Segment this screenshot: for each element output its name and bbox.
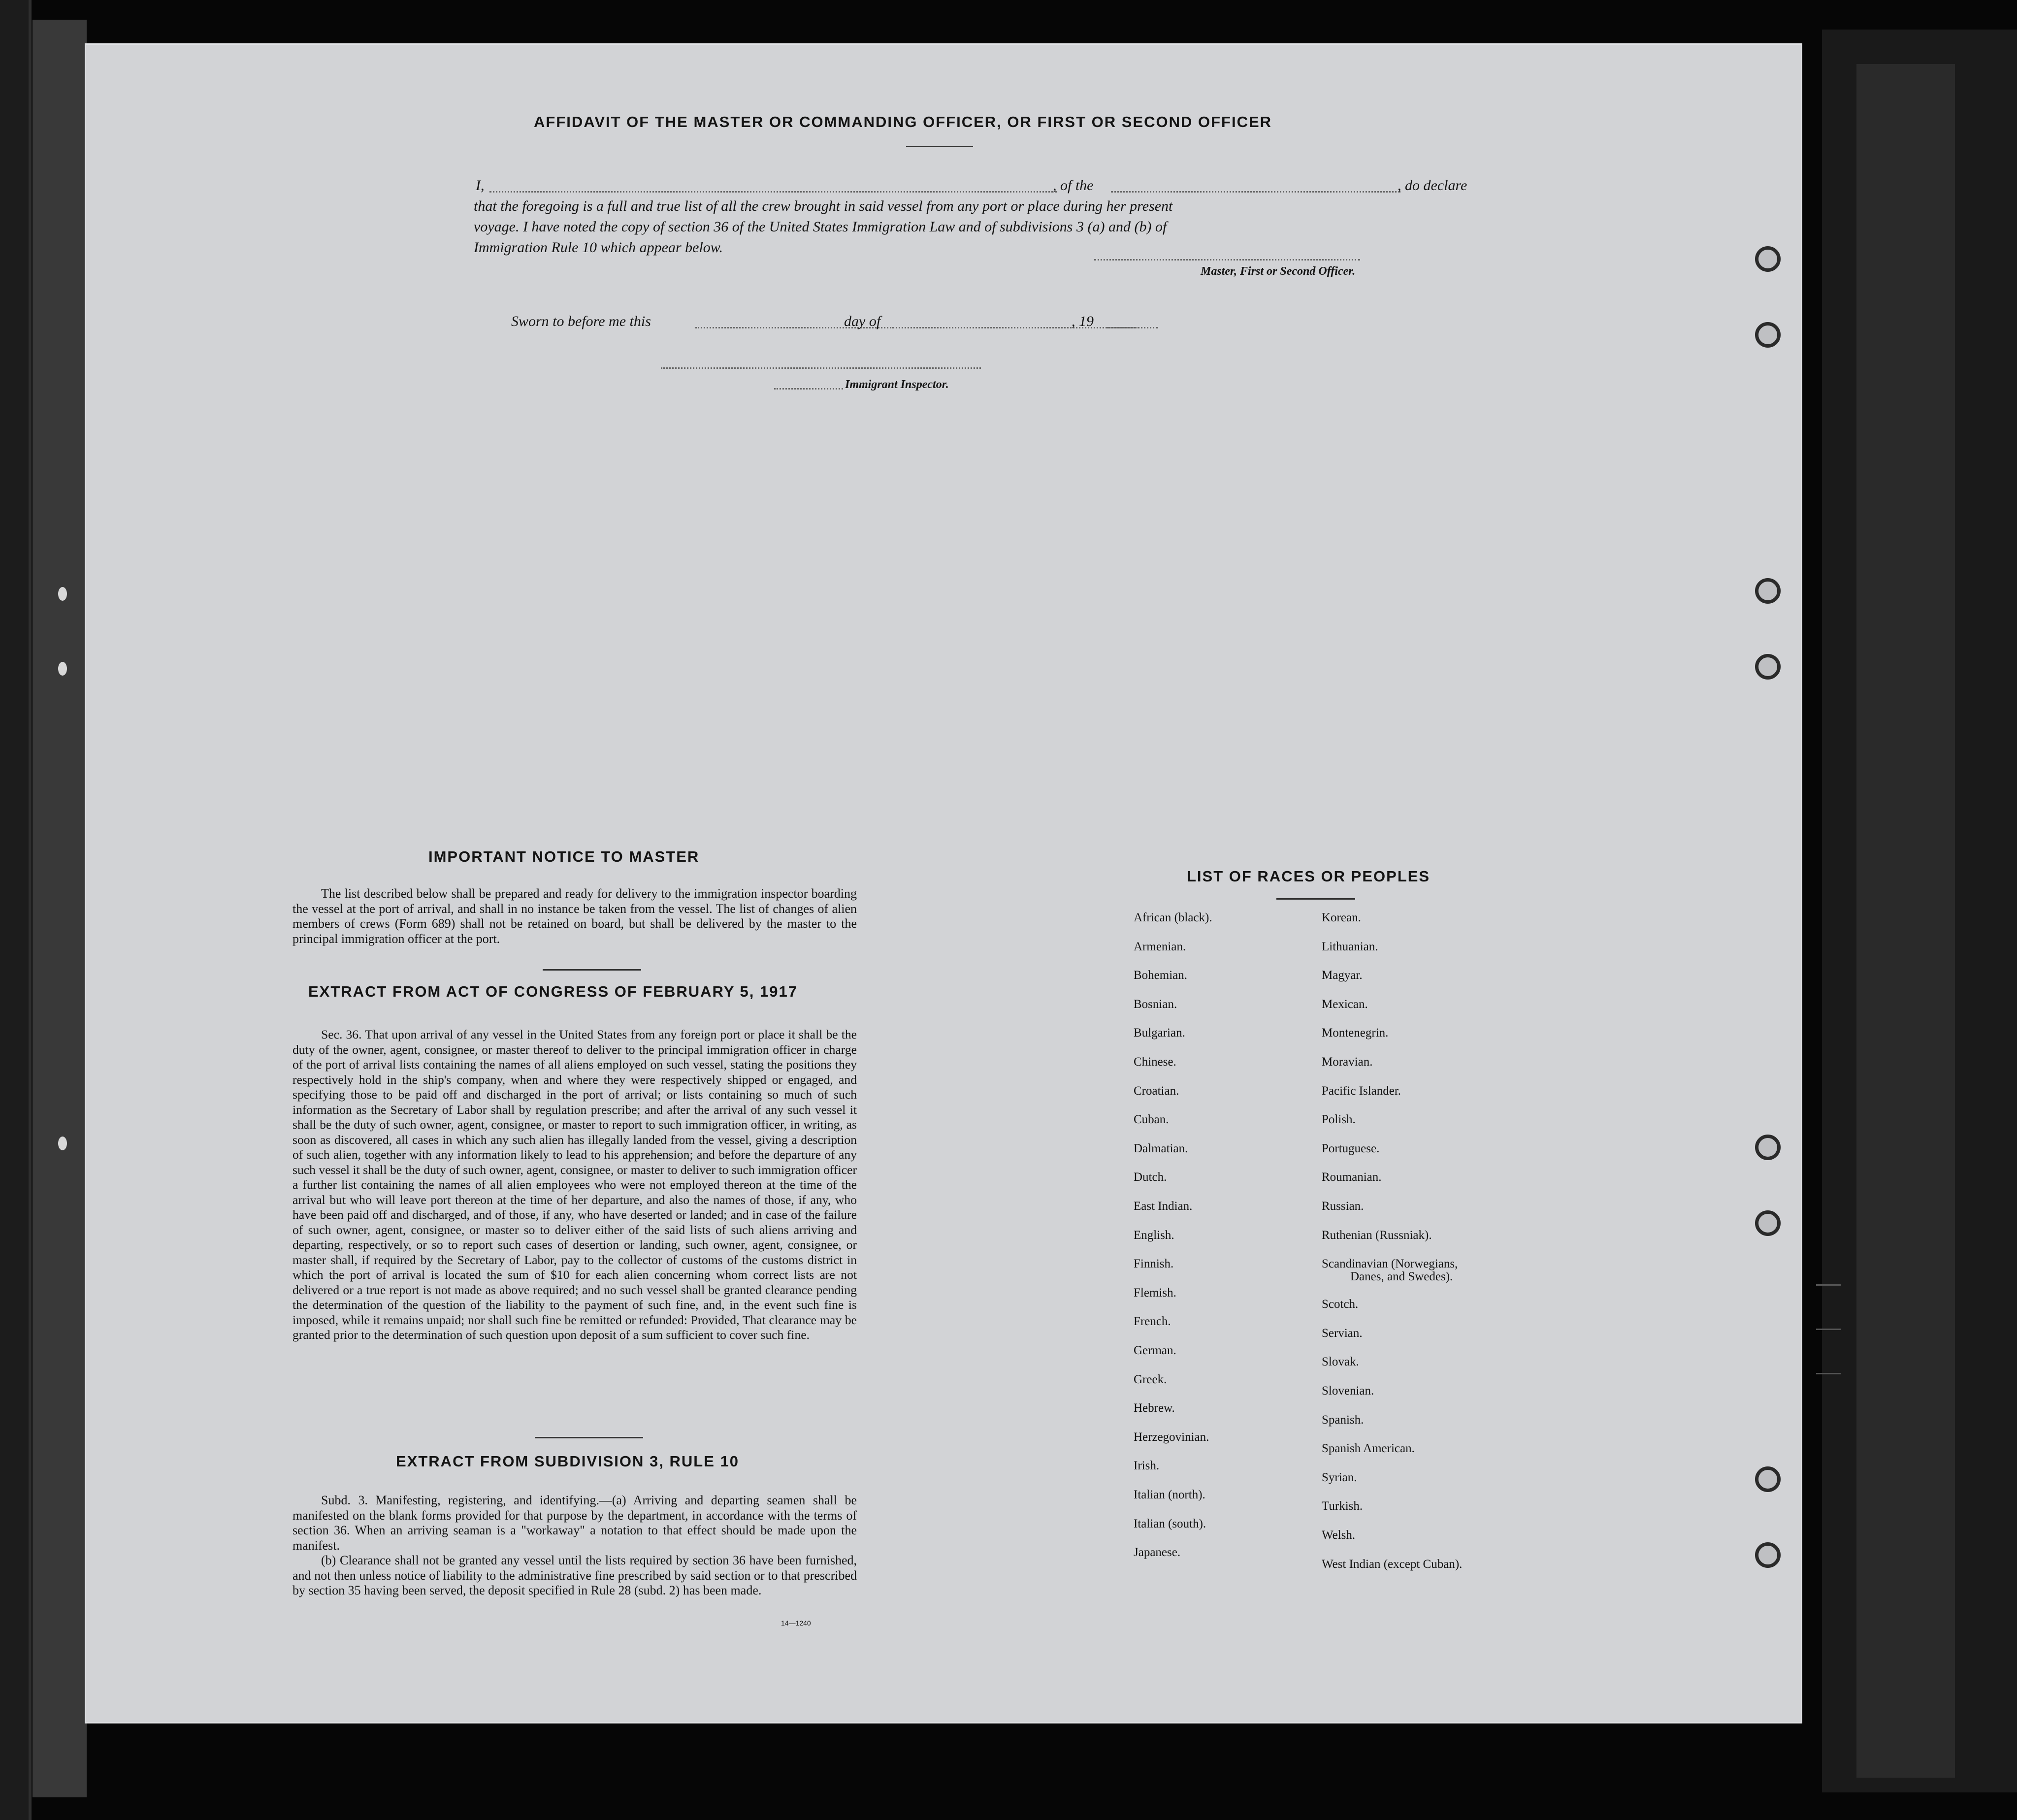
of-the-label: , of the (1053, 177, 1094, 194)
rule-subdivision-a: Subd. 3. Manifesting, registering, and identifying.—(a) Arriving and departing seamen shall be manifested on the blank forms provided for that purpose by the department, in accordance with the terms of section 36. When an arriving seaman is a "workaway" a notation to that effect should be made upon the manifest. (293, 1493, 857, 1553)
inspector-signature-blank (661, 367, 981, 369)
affidavit-line-2: voyage. I have noted the copy of section 36 of the United States Immigration Law and of subdivisions 3 (a) and (b) of (474, 219, 1167, 235)
race-item: Mexican. (1322, 997, 1368, 1011)
race-item: Portuguese. (1322, 1141, 1380, 1155)
race-item: Ruthenian (Russniak). (1322, 1228, 1432, 1242)
race-item: Syrian. (1322, 1470, 1357, 1484)
race-item: Croatian. (1134, 1084, 1179, 1098)
race-item: Polish. (1322, 1113, 1356, 1127)
race-item: Montenegrin. (1322, 1026, 1389, 1040)
race-item: Slovenian. (1322, 1384, 1374, 1398)
race-item: Danes, and Swedes). (1350, 1270, 1453, 1284)
race-item: Herzegovinian. (1134, 1430, 1209, 1444)
margin-mark (1816, 1373, 1841, 1374)
race-item: Greek. (1134, 1372, 1167, 1386)
race-item: Roumanian. (1322, 1170, 1382, 1184)
race-item: Servian. (1322, 1326, 1363, 1340)
declare-label: , do declare (1398, 177, 1467, 194)
affidavit-line-3: Immigration Rule 10 which appear below. (474, 239, 723, 256)
race-item: Scotch. (1322, 1298, 1359, 1311)
race-item: East Indian. (1134, 1200, 1193, 1213)
race-item: Italian (north). (1134, 1488, 1205, 1501)
race-item: German. (1134, 1344, 1176, 1357)
race-item: Moravian. (1322, 1055, 1373, 1069)
race-item: Bulgarian. (1134, 1026, 1185, 1040)
race-item: Italian (south). (1134, 1517, 1206, 1530)
right-punch-hole (1755, 246, 1781, 272)
right-punch-hole (1755, 1210, 1781, 1236)
form-number: 14—1240 (781, 1619, 811, 1627)
left-punch-hole (58, 587, 67, 601)
race-item: Japanese. (1134, 1546, 1181, 1560)
race-item: Scandinavian (Norwegians, (1322, 1257, 1458, 1271)
race-item: Turkish. (1322, 1499, 1363, 1513)
year-blank (1107, 327, 1139, 328)
right-punch-hole (1755, 1466, 1781, 1492)
inspector-short-blank (774, 388, 843, 390)
race-item: French. (1134, 1315, 1171, 1329)
left-punch-hole (58, 662, 67, 676)
race-item: Korean. (1322, 911, 1361, 924)
race-item: West Indian (except Cuban). (1322, 1557, 1463, 1571)
race-item: Finnish. (1134, 1257, 1174, 1271)
film-strip-left (33, 20, 87, 1797)
rule-subdivision-b: (b) Clearance shall not be granted any vessel until the lists required by section 36 have been furnished, and not then unless notice of liability to the administrative fine prescribed by said section or to that prescribed by section 35 having been served, the deposit specified in Rule 28 (subd. 2) has been made. (293, 1553, 857, 1597)
race-item: Dalmatian. (1134, 1141, 1188, 1155)
race-item: Spanish. (1322, 1413, 1364, 1427)
race-item: Irish. (1134, 1459, 1160, 1473)
races-rule (1276, 898, 1355, 900)
signature-blank (1094, 259, 1360, 260)
film-edge-left (0, 0, 32, 1820)
affidavit-i-label: I, (476, 177, 485, 194)
right-punch-hole (1755, 322, 1781, 348)
race-item: Armenian. (1134, 940, 1186, 953)
race-item: English. (1134, 1228, 1174, 1242)
race-item: Bohemian. (1134, 969, 1188, 982)
race-item: Lithuanian. (1322, 940, 1378, 953)
act-title: EXTRACT FROM ACT OF CONGRESS OF FEBRUARY 5, 1917 (308, 983, 798, 1000)
year-label: , 19 (1072, 313, 1094, 329)
right-punch-hole (1755, 578, 1781, 604)
race-item: Magyar. (1322, 969, 1363, 982)
race-item: Hebrew. (1134, 1401, 1175, 1415)
underlying-page-edge (1856, 64, 1955, 1778)
act-section-36-text: Sec. 36. That upon arrival of any vessel in the United States from any foreign port or place it shall be the duty of the owner, agent, consignee, or master thereof to deliver to the principal immigration officer in charge of the port of arrival lists containing the names of all aliens employed on such vessel, stating the positions they respectively hold in the ship's company, when and where they were respectively shipped or engaged, and specifying those to be paid off and discharged in the port of arrival; or lists containing so much of such information as the Secretary of Labor shall by regulation prescribe; and after the arrival of any such vessel it shall be the duty of such owner, agent, consignee, or master to report to such immigration officer, in writing, as soon as discovered, all cases in which any such alien has illegally landed from the vessel, giving a description of such alien, together with any information likely to lead to his apprehension; and before the departure of any such vessel it shall be the duty of such owner, agent, consignee, or master to deliver to such immigration officer a further list containing the names of all alien employees who were not employed thereon at the time of the arrival but who will leave port thereon at the time of her departure, and also the names of those, if any, who have been paid off and discharged, and of those, if any, who have deserted or landed; and in case of the failure of such owner, agent, consignee, or master so to deliver either of the said lists of such aliens arriving and departing, respectively, or so to report such cases of desertion or landing, such owner, agent, consignee, or master shall, if required by the Secretary of Labor, pay to the collector of customs of the customs district in which the port of arrival is located the sum of $10 for each alien concerning whom correct lists are not delivered or a true report is not made as above required; and no such vessel shall be granted clearance pending the determination of the question of the liability to the payment of such fine, and, in the event such fine is imposed, while it remains unpaid; nor shall such fine be remitted or refunded: Provided, That clearance may be granted prior to the determination of such question upon deposit of a sum sufficient to cover such fine. (293, 1027, 857, 1342)
notice-rule (543, 969, 641, 971)
left-punch-hole (58, 1137, 67, 1150)
race-item: Spanish American. (1322, 1442, 1415, 1456)
race-item: Flemish. (1134, 1286, 1176, 1300)
race-item: Russian. (1322, 1200, 1364, 1213)
vessel-blank (1111, 191, 1400, 193)
rule-title: EXTRACT FROM SUBDIVISION 3, RULE 10 (396, 1453, 739, 1470)
margin-mark (1816, 1284, 1841, 1286)
day-of-label: day of (844, 313, 881, 329)
right-punch-hole (1755, 654, 1781, 680)
margin-mark (1816, 1329, 1841, 1330)
affidavit-title: AFFIDAVIT OF THE MASTER OR COMMANDING OFFICER, OR FIRST OR SECOND OFFICER (534, 113, 1272, 130)
race-item: Pacific Islander. (1322, 1084, 1401, 1098)
document-page (85, 43, 1802, 1723)
race-item: Slovak. (1322, 1355, 1359, 1369)
races-title: LIST OF RACES OR PEOPLES (1187, 868, 1431, 885)
notice-text: The list described below shall be prepared and ready for delivery to the immigration inspector boarding the vessel at the port of arrival, and shall in no instance be taken from the vessel. The list of changes of alien members of crews (Form 689) shall not be retained on board, but shall be delivered by the master to the principal immigration officer at the port. (293, 886, 857, 946)
affidavit-line-1: that the foregoing is a full and true list of all the crew brought in said vessel from any port or place during her present (474, 198, 1173, 214)
race-item: Chinese. (1134, 1055, 1176, 1069)
name-blank (489, 191, 1057, 193)
race-item: Bosnian. (1134, 997, 1177, 1011)
inspector-caption: Immigrant Inspector. (845, 378, 949, 391)
race-item: Welsh. (1322, 1528, 1356, 1542)
right-punch-hole (1755, 1135, 1781, 1160)
sworn-label: Sworn to before me this (511, 313, 651, 329)
right-punch-hole (1755, 1542, 1781, 1568)
race-item: African (black). (1134, 911, 1212, 924)
act-rule (535, 1437, 643, 1438)
race-item: Cuban. (1134, 1113, 1169, 1127)
race-item: Dutch. (1134, 1170, 1167, 1184)
title-underline (906, 146, 973, 147)
notice-title: IMPORTANT NOTICE TO MASTER (428, 848, 700, 865)
signer-caption: Master, First or Second Officer. (1201, 265, 1356, 278)
